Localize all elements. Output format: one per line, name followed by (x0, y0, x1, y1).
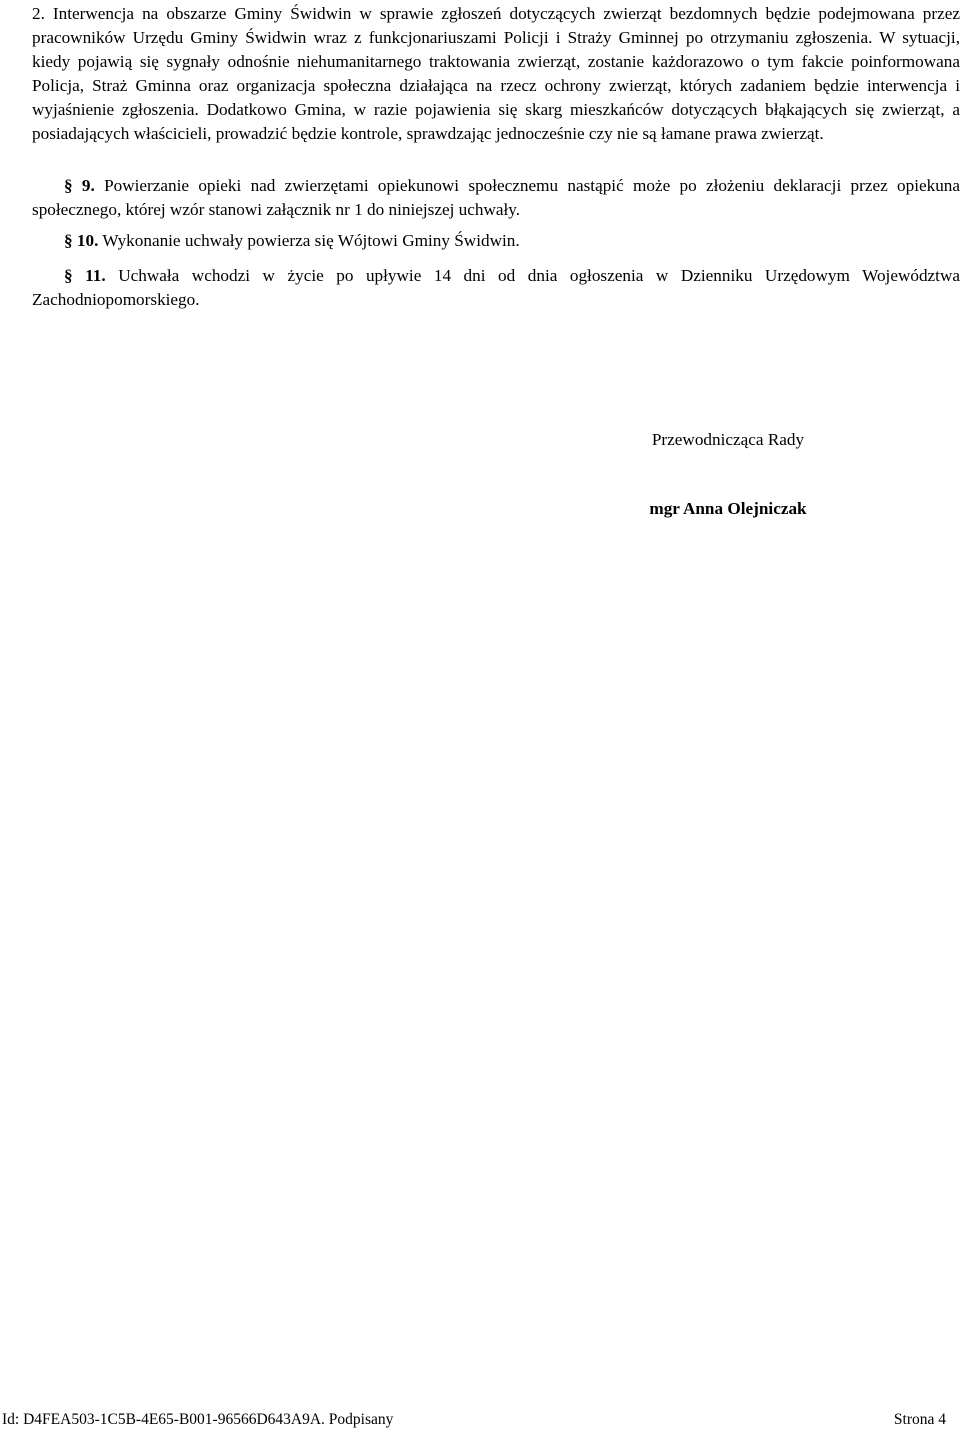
signature-title: Przewodnicząca Rady (651, 430, 805, 449)
section-10-text: Wykonanie uchwały powierza się Wójtowi Gminy Świdwin. (102, 231, 520, 250)
section-9 (32, 174, 960, 222)
section-11 (32, 264, 960, 312)
section-9-text: Powierzanie opieki nad zwierzętami opiekunowi społecznemu nastąpić może po złożeniu deklaracji przez opiekuna społecznego, której wzór stanowi załącznik nr 1 do niniejszej uchwały. (32, 176, 960, 219)
page-number: Strona 4 (893, 1411, 946, 1428)
document-id: Id: D4FEA503-1C5B-4E65-B001-96566D643A9A. Podpisany (2, 1411, 394, 1428)
paragraph-2-number: 2. (32, 4, 45, 23)
paragraph-2-text: Interwencja na obszarze Gminy Świdwin w sprawie zgłoszeń dotyczących zwierząt bezdomnych będzie podejmowana przez pracowników Urzędu Gminy Świdwin wraz z funkcjonariuszami Policji i Straży Gminnej po otrzymaniu zgłoszenia. W sytuacji, kiedy pojawią się sygnały odnośnie niehumanitarnego traktowania zwierząt, zostanie każdorazowo o tym fakcie poinformowana Policja, Straż Gminna oraz organizacja społeczna działająca na rzecz ochrony zwierząt, których zadaniem będzie interwencja i wyjaśnienie zgłoszenia. Dodatkowo Gmina, w razie pojawienia się skarg mieszkańców dotyczących błąkających się zwierząt, a posiadających właścicieli, prowadzić będzie kontrole, sprawdzając jednocześnie czy nie są łamane prawa zwierząt. (32, 4, 960, 143)
section-11-text: Uchwała wchodzi w życie po upływie 14 dni od dnia ogłoszenia w Dzienniku Urzędowym Województwa Zachodniopomorskiego. (32, 266, 960, 309)
section-11-number: § 11. (64, 266, 106, 285)
section-10 (32, 229, 960, 253)
paragraph-2 (32, 2, 960, 146)
section-10-number: § 10. (64, 231, 99, 250)
section-9-number: § 9. (64, 176, 95, 195)
signature-name: mgr Anna Olejniczak (649, 499, 807, 518)
